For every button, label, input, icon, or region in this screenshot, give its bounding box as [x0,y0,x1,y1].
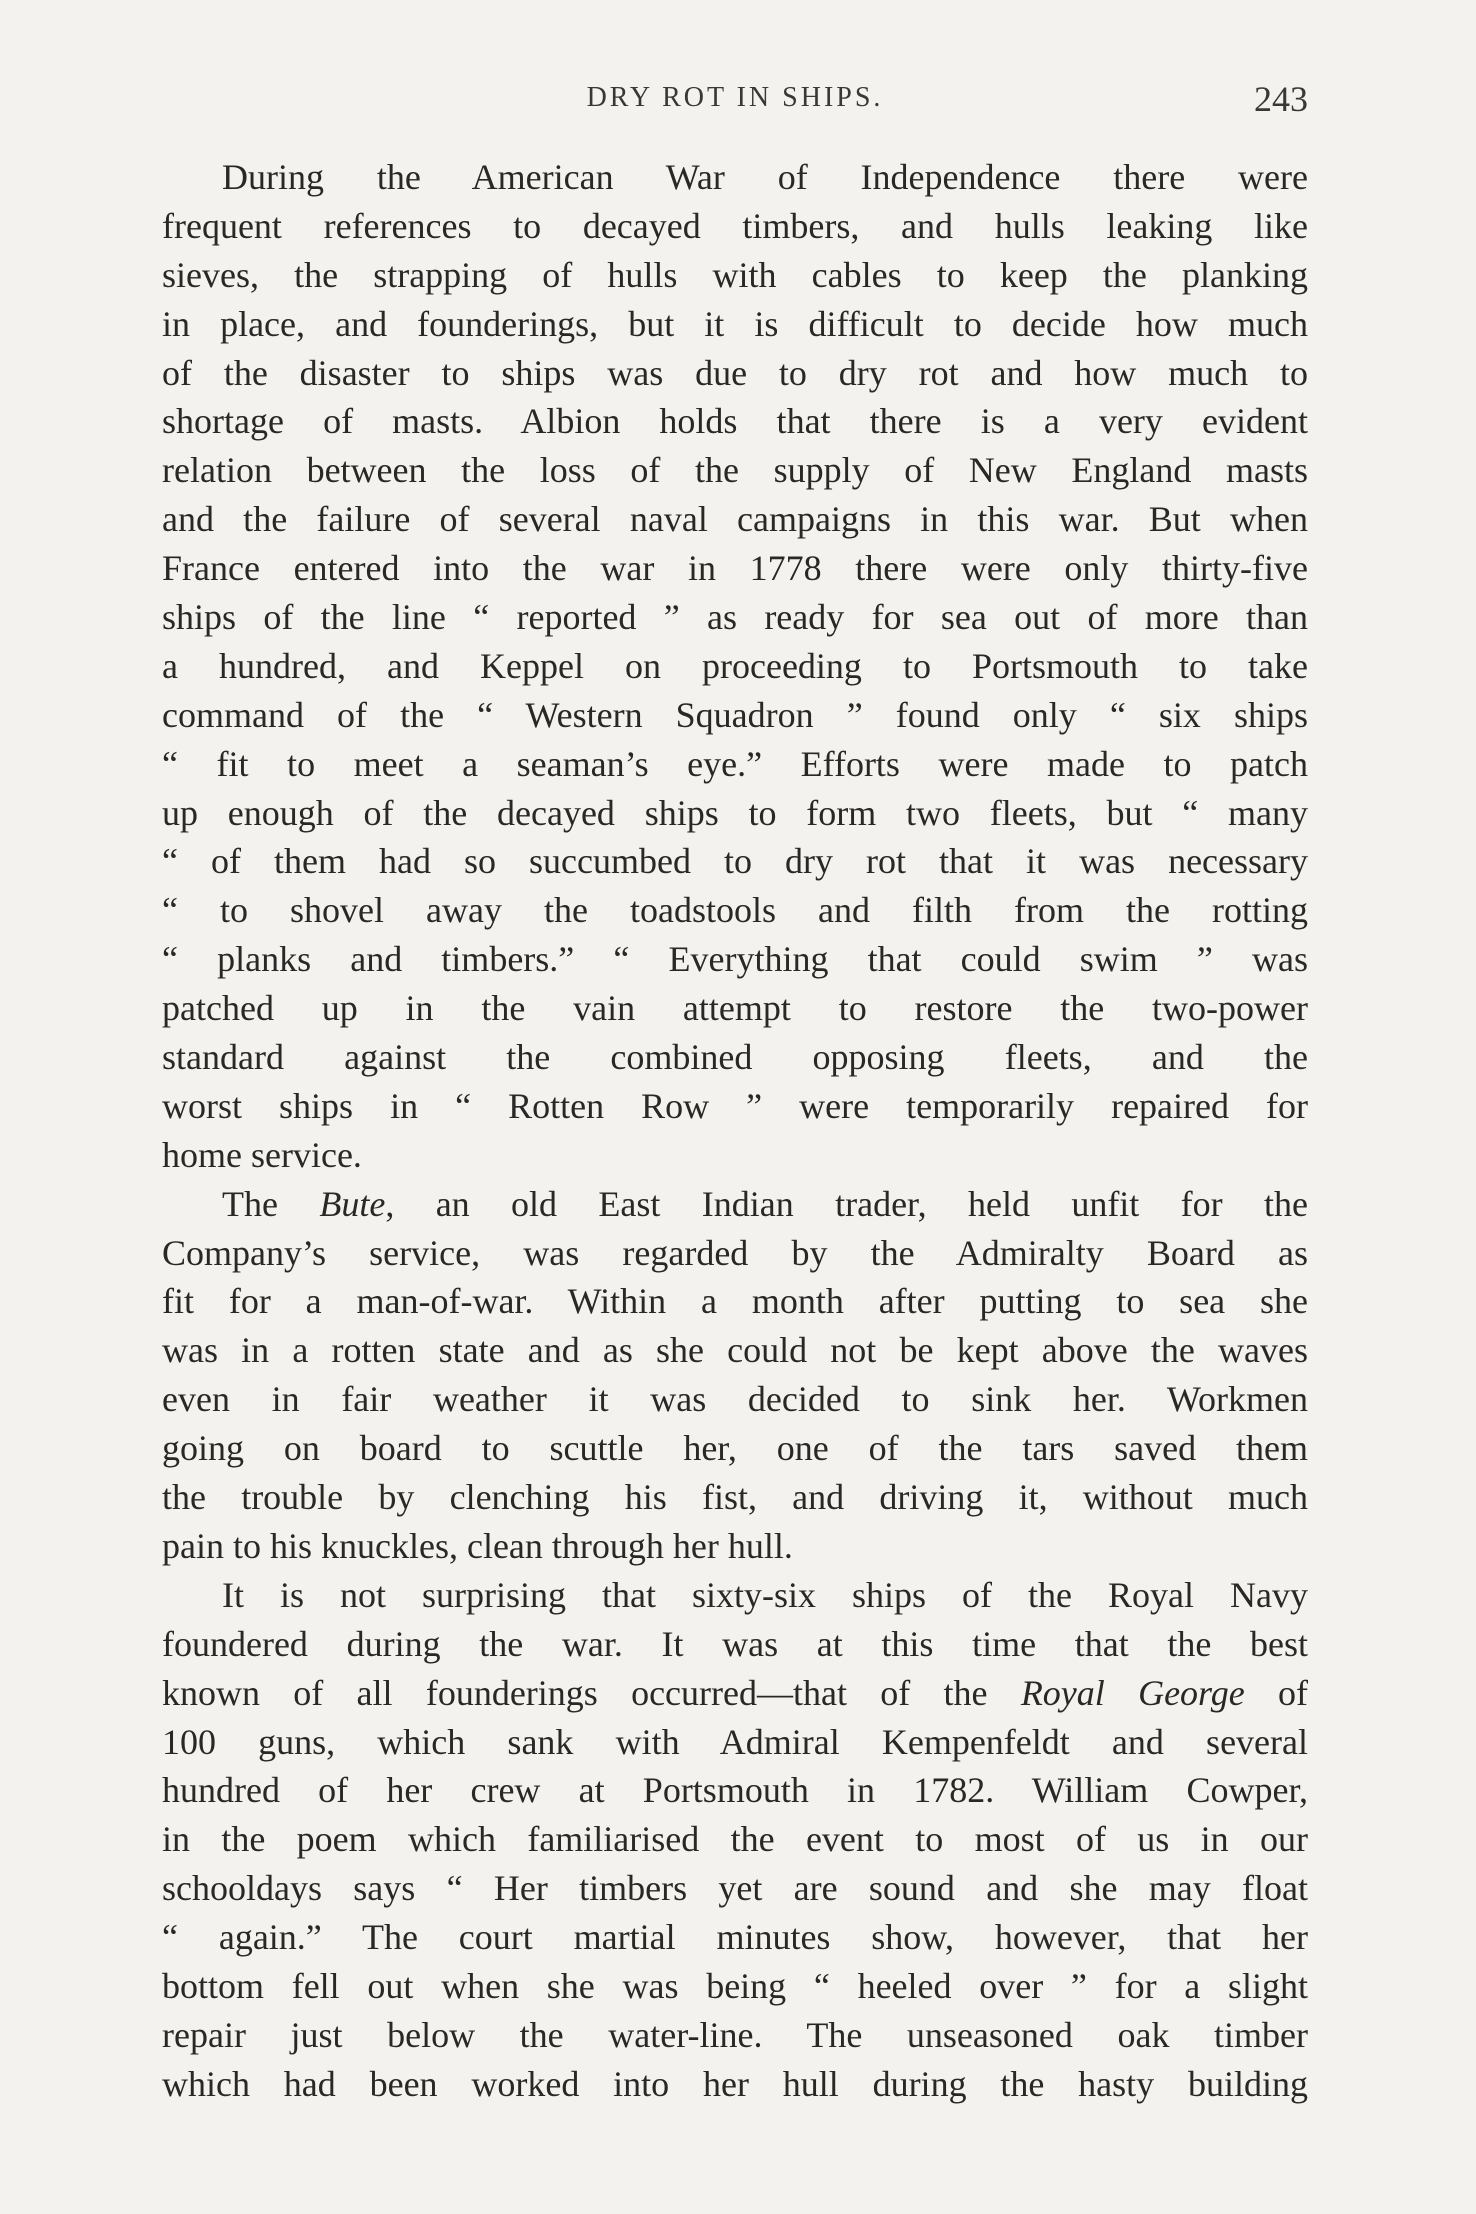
text-line [162,1718,1308,1767]
text-line [162,1913,1308,1962]
italic-text: Bute [319,1183,386,1224]
text-segment: worst ships in “ Rotten Row ” were temporarily repaired for [162,1085,1308,1126]
text-segment: in place, and founderings, but it is difficult to decide how much [162,303,1308,344]
text-line [162,837,1308,886]
text-segment: patched up in the vain attempt to restore the two-power [162,988,1308,1029]
text-segment: “ of them had so succumbed to dry rot that it was necessary [162,841,1308,882]
text-line [162,446,1308,495]
text-line [162,1620,1308,1669]
text-segment: “ fit to meet a seaman’s eye.” Efforts were made to patch [162,743,1308,784]
text-segment: a hundred, and Keppel on proceeding to Portsmouth to take [162,645,1308,686]
text-segment: of the disaster to ships was due to dry rot and how much to [162,352,1308,393]
text-segment: France entered into the war in 1778 there were only thirty-five [162,548,1308,589]
text-line [162,593,1308,642]
text-line [162,1864,1308,1913]
text-line [162,1277,1308,1326]
text-line [162,935,1308,984]
text-line [162,1766,1308,1815]
text-segment: ships of the line “ reported ” as ready for sea out of more than [162,597,1308,638]
text-line [162,1424,1308,1473]
text-line [162,544,1308,593]
text-segment: of [1244,1672,1308,1713]
text-segment: During the American War of Independence there were [222,157,1308,197]
text-segment: shortage of masts. Albion holds that there is a very evident [162,401,1308,442]
text-segment: and the failure of several naval campaigns in this war. But when [162,499,1308,540]
text-line [162,1082,1308,1131]
text-line [162,642,1308,691]
text-line [162,349,1308,398]
text-segment: frequent references to decayed timbers, and hulls leaking like [162,205,1308,246]
text-line [162,1962,1308,2011]
text-segment: standard against the combined opposing fleets, and the [162,1037,1308,1078]
text-segment: which had been worked into her hull during the hasty building [162,2063,1308,2104]
italic-text: Royal George [1020,1672,1245,1713]
text-segment: fit for a man-of-war. Within a month after putting to sea she [162,1281,1308,1322]
body-text [162,153,1308,2109]
text-segment: , an old East Indian trader, held unfit for the [385,1183,1309,1224]
text-segment: command of the “ Western Squadron ” found only “ six ships [162,694,1308,735]
text-line [162,1033,1308,1082]
text-segment: the trouble by clenching his fist, and driving it, without much [162,1477,1308,1518]
text-segment: up enough of the decayed ships to form two fleets, but “ many [162,792,1308,833]
text-segment: foundered during the war. It was at this time that the best [162,1623,1308,1664]
text-segment: It is not surprising that sixty-six ships of the Royal Navy [222,1574,1308,1615]
running-title: DRY ROT IN SHIPS. [586,82,884,113]
text-segment: The [222,1183,320,1224]
text-segment: Company’s service, was regarded by the Admiralty Board as [162,1232,1308,1273]
text-line [162,251,1308,300]
text-segment: relation between the loss of the supply of New England masts [162,450,1308,491]
text-line [162,495,1308,544]
text-segment: “ to shovel away the toadstools and filth from the rotting [162,890,1308,931]
text-line [162,2060,1308,2109]
text-line [162,1522,1308,1571]
text-segment: 100 guns, which sank with Admiral Kempenfeldt and several [162,1721,1308,1762]
text-segment: was in a rotten state and as she could not be kept above the waves [162,1330,1308,1371]
text-segment: bottom fell out when she was being “ heeled over ” for a slight [162,1965,1308,2006]
running-head [162,78,1308,128]
text-line [162,1131,1308,1180]
text-segment: going on board to scuttle her, one of the tars saved them [162,1428,1308,1469]
text-line [162,153,1308,202]
page-number: 243 [1254,79,1308,119]
text-segment: hundred of her crew at Portsmouth in 1782. William Cowper, [162,1770,1308,1811]
text-segment: known of all founderings occurred—that of the [162,1672,1021,1713]
text-line [162,789,1308,838]
text-segment: schooldays says “ Her timbers yet are sound and she may float [162,1868,1308,1909]
text-line [162,1375,1308,1424]
text-line [162,1473,1308,1522]
text-line [162,1669,1308,1718]
text-segment: home service. [162,1134,362,1175]
text-line [162,740,1308,789]
text-line [162,202,1308,251]
text-line [162,1180,1308,1229]
text-line [162,300,1308,349]
text-line [162,984,1308,1033]
text-line [162,1326,1308,1375]
text-line [162,1815,1308,1864]
text-line [162,691,1308,740]
text-segment: “ planks and timbers.” “ Everything that could swim ” was [162,939,1308,980]
text-line [162,1571,1308,1620]
text-segment: pain to his knuckles, clean through her hull. [162,1525,793,1566]
text-line [162,886,1308,935]
text-segment: in the poem which familiarised the event to most of us in our [162,1819,1308,1860]
text-segment: “ again.” The court martial minutes show, however, that her [162,1917,1308,1958]
text-segment: sieves, the strapping of hulls with cables to keep the planking [162,254,1308,295]
text-segment: even in fair weather it was decided to sink her. Workmen [162,1379,1308,1420]
text-segment: repair just below the water-line. The unseasoned oak timber [162,2014,1308,2055]
text-line [162,1229,1308,1278]
text-line [162,397,1308,446]
text-line [162,2011,1308,2060]
